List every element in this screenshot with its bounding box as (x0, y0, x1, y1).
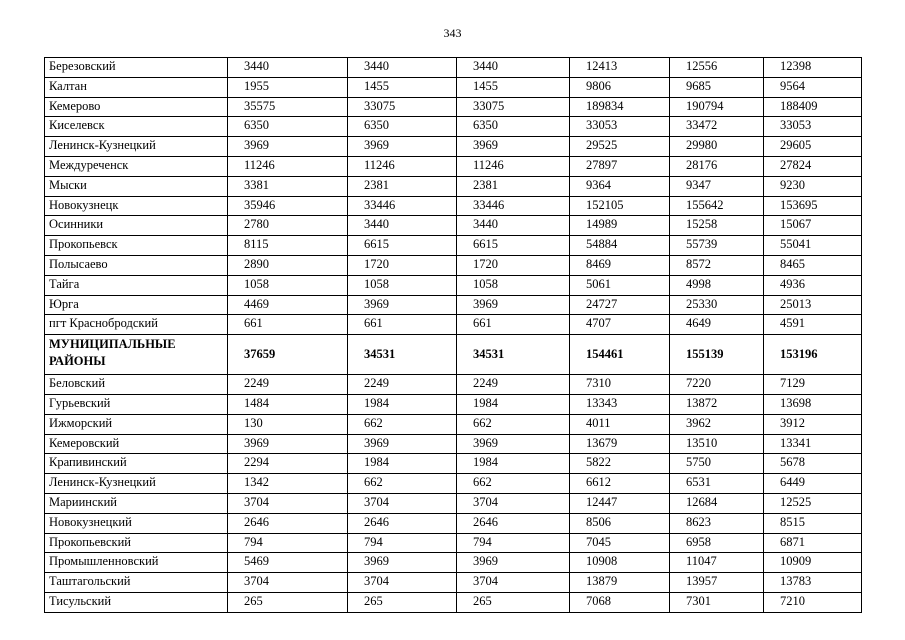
row-name-cell: Новокузнецкий (45, 513, 228, 533)
table-row (45, 117, 862, 137)
value-cell: 1455 (348, 77, 457, 97)
value-cell: 12525 (764, 493, 862, 513)
value-cell: 3704 (348, 573, 457, 593)
value-cell: 6958 (670, 533, 764, 553)
value-cell: 9347 (670, 176, 764, 196)
data-table (44, 57, 862, 613)
value-cell: 3969 (457, 137, 570, 157)
row-name-cell: Беловский (45, 375, 228, 395)
value-cell: 5750 (670, 454, 764, 474)
value-cell: 794 (348, 533, 457, 553)
value-cell: 9685 (670, 77, 764, 97)
value-cell: 8465 (764, 255, 862, 275)
value-cell: 11246 (348, 156, 457, 176)
table-row (45, 513, 862, 533)
value-cell: 4649 (670, 315, 764, 335)
value-cell: 9806 (570, 77, 670, 97)
value-cell: 2646 (457, 513, 570, 533)
value-cell: 3440 (348, 58, 457, 78)
value-cell: 25330 (670, 295, 764, 315)
value-cell: 1720 (457, 255, 570, 275)
value-cell: 15258 (670, 216, 764, 236)
value-cell: 27897 (570, 156, 670, 176)
value-cell: 7220 (670, 375, 764, 395)
table-row (45, 394, 862, 414)
value-cell: 153695 (764, 196, 862, 216)
value-cell: 3969 (348, 137, 457, 157)
value-cell: 13510 (670, 434, 764, 454)
value-cell: 3969 (457, 295, 570, 315)
row-name-cell: Кемеровский (45, 434, 228, 454)
value-cell: 6350 (348, 117, 457, 137)
value-cell: 1455 (457, 77, 570, 97)
value-cell: 11246 (228, 156, 348, 176)
row-name-cell: Осинники (45, 216, 228, 236)
row-name-cell: Прокопьевский (45, 533, 228, 553)
value-cell: 1984 (348, 454, 457, 474)
value-cell: 794 (228, 533, 348, 553)
value-cell: 3969 (228, 434, 348, 454)
value-cell: 265 (228, 592, 348, 612)
value-cell: 12447 (570, 493, 670, 513)
value-cell: 4936 (764, 275, 862, 295)
value-cell: 265 (348, 592, 457, 612)
value-cell: 2381 (457, 176, 570, 196)
value-cell: 3969 (348, 553, 457, 573)
value-cell: 3704 (228, 573, 348, 593)
row-name-cell: Крапивинский (45, 454, 228, 474)
value-cell: 7310 (570, 375, 670, 395)
row-name-cell: Тисульский (45, 592, 228, 612)
row-name-cell: Гурьевский (45, 394, 228, 414)
value-cell: 3704 (348, 493, 457, 513)
value-cell: 14989 (570, 216, 670, 236)
table-row (45, 216, 862, 236)
value-cell: 3440 (457, 58, 570, 78)
value-cell: 5469 (228, 553, 348, 573)
value-cell: 188409 (764, 97, 862, 117)
value-cell: 34531 (457, 335, 570, 375)
value-cell: 28176 (670, 156, 764, 176)
table-row (45, 58, 862, 78)
table-row (45, 414, 862, 434)
value-cell: 4707 (570, 315, 670, 335)
value-cell: 29980 (670, 137, 764, 157)
value-cell: 662 (457, 474, 570, 494)
value-cell: 155642 (670, 196, 764, 216)
value-cell: 1984 (457, 454, 570, 474)
value-cell: 2249 (348, 375, 457, 395)
value-cell: 8469 (570, 255, 670, 275)
value-cell: 3969 (457, 434, 570, 454)
value-cell: 13341 (764, 434, 862, 454)
row-name-cell: МУНИЦИПАЛЬНЫЕ РАЙОНЫ (45, 335, 228, 375)
value-cell: 33075 (457, 97, 570, 117)
value-cell: 13343 (570, 394, 670, 414)
value-cell: 13679 (570, 434, 670, 454)
table-row-group-header (45, 335, 862, 375)
value-cell: 55739 (670, 236, 764, 256)
value-cell: 1984 (348, 394, 457, 414)
value-cell: 2294 (228, 454, 348, 474)
row-name-cell: Кемерово (45, 97, 228, 117)
value-cell: 35946 (228, 196, 348, 216)
value-cell: 4998 (670, 275, 764, 295)
value-cell: 1484 (228, 394, 348, 414)
value-cell: 13783 (764, 573, 862, 593)
row-name-cell: Таштагольский (45, 573, 228, 593)
value-cell: 13957 (670, 573, 764, 593)
value-cell: 35575 (228, 97, 348, 117)
value-cell: 265 (457, 592, 570, 612)
value-cell: 5678 (764, 454, 862, 474)
row-name-cell: Междуреченск (45, 156, 228, 176)
value-cell: 6449 (764, 474, 862, 494)
value-cell: 33053 (764, 117, 862, 137)
value-cell: 4469 (228, 295, 348, 315)
table-row (45, 454, 862, 474)
value-cell: 33446 (457, 196, 570, 216)
row-name-cell: Прокопьевск (45, 236, 228, 256)
value-cell: 7129 (764, 375, 862, 395)
value-cell: 794 (457, 533, 570, 553)
value-cell: 6350 (457, 117, 570, 137)
value-cell: 15067 (764, 216, 862, 236)
table-row (45, 474, 862, 494)
value-cell: 3440 (228, 58, 348, 78)
page-number: 343 (443, 26, 462, 40)
value-cell: 6615 (348, 236, 457, 256)
value-cell: 33472 (670, 117, 764, 137)
value-cell: 6350 (228, 117, 348, 137)
value-cell: 13698 (764, 394, 862, 414)
row-name-cell: Новокузнецк (45, 196, 228, 216)
table-row (45, 573, 862, 593)
value-cell: 12556 (670, 58, 764, 78)
table-row (45, 295, 862, 315)
value-cell: 33053 (570, 117, 670, 137)
value-cell: 3440 (348, 216, 457, 236)
value-cell: 13872 (670, 394, 764, 414)
value-cell: 2780 (228, 216, 348, 236)
value-cell: 661 (457, 315, 570, 335)
value-cell: 11246 (457, 156, 570, 176)
value-cell: 152105 (570, 196, 670, 216)
value-cell: 3969 (348, 434, 457, 454)
value-cell: 55041 (764, 236, 862, 256)
table-row (45, 315, 862, 335)
table-body (45, 58, 862, 613)
table-row (45, 255, 862, 275)
row-name-cell: пгт Краснобродский (45, 315, 228, 335)
value-cell: 153196 (764, 335, 862, 375)
value-cell: 12398 (764, 58, 862, 78)
row-name-cell: Мариинский (45, 493, 228, 513)
value-cell: 6871 (764, 533, 862, 553)
value-cell: 13879 (570, 573, 670, 593)
table-row (45, 77, 862, 97)
value-cell: 10908 (570, 553, 670, 573)
row-name-cell: Ленинск-Кузнецкий (45, 474, 228, 494)
value-cell: 1955 (228, 77, 348, 97)
table-row (45, 176, 862, 196)
value-cell: 3704 (228, 493, 348, 513)
value-cell: 3704 (457, 573, 570, 593)
table-row (45, 275, 862, 295)
value-cell: 9564 (764, 77, 862, 97)
table-row (45, 375, 862, 395)
value-cell: 662 (348, 414, 457, 434)
row-name-cell: Промышленновский (45, 553, 228, 573)
value-cell: 8115 (228, 236, 348, 256)
value-cell: 3912 (764, 414, 862, 434)
value-cell: 2249 (228, 375, 348, 395)
value-cell: 155139 (670, 335, 764, 375)
value-cell: 661 (228, 315, 348, 335)
row-name-cell: Ижморский (45, 414, 228, 434)
value-cell: 3381 (228, 176, 348, 196)
value-cell: 7210 (764, 592, 862, 612)
value-cell: 4011 (570, 414, 670, 434)
value-cell: 2381 (348, 176, 457, 196)
value-cell: 33446 (348, 196, 457, 216)
value-cell: 5061 (570, 275, 670, 295)
value-cell: 7301 (670, 592, 764, 612)
value-cell: 1342 (228, 474, 348, 494)
row-name-cell: Березовский (45, 58, 228, 78)
value-cell: 8506 (570, 513, 670, 533)
value-cell: 3969 (348, 295, 457, 315)
value-cell: 1058 (348, 275, 457, 295)
value-cell: 29525 (570, 137, 670, 157)
row-name-cell: Калтан (45, 77, 228, 97)
table-row (45, 97, 862, 117)
value-cell: 190794 (670, 97, 764, 117)
value-cell: 34531 (348, 335, 457, 375)
value-cell: 4591 (764, 315, 862, 335)
value-cell: 54884 (570, 236, 670, 256)
value-cell: 12413 (570, 58, 670, 78)
value-cell: 1984 (457, 394, 570, 414)
value-cell: 189834 (570, 97, 670, 117)
value-cell: 8623 (670, 513, 764, 533)
row-name-cell: Мыски (45, 176, 228, 196)
row-name-cell: Полысаево (45, 255, 228, 275)
value-cell: 25013 (764, 295, 862, 315)
value-cell: 662 (457, 414, 570, 434)
value-cell: 2646 (348, 513, 457, 533)
row-name-cell: Ленинск-Кузнецкий (45, 137, 228, 157)
value-cell: 29605 (764, 137, 862, 157)
value-cell: 6615 (457, 236, 570, 256)
value-cell: 154461 (570, 335, 670, 375)
table-row (45, 434, 862, 454)
row-name-cell: Киселевск (45, 117, 228, 137)
table-row (45, 533, 862, 553)
value-cell: 24727 (570, 295, 670, 315)
row-name-cell: Юрга (45, 295, 228, 315)
value-cell: 10909 (764, 553, 862, 573)
value-cell: 37659 (228, 335, 348, 375)
value-cell: 6531 (670, 474, 764, 494)
value-cell: 1058 (457, 275, 570, 295)
value-cell: 3704 (457, 493, 570, 513)
value-cell: 2890 (228, 255, 348, 275)
value-cell: 27824 (764, 156, 862, 176)
value-cell: 9230 (764, 176, 862, 196)
value-cell: 2646 (228, 513, 348, 533)
value-cell: 662 (348, 474, 457, 494)
value-cell: 7045 (570, 533, 670, 553)
table-row (45, 493, 862, 513)
table-row (45, 196, 862, 216)
value-cell: 3969 (457, 553, 570, 573)
value-cell: 1720 (348, 255, 457, 275)
value-cell: 1058 (228, 275, 348, 295)
value-cell: 8515 (764, 513, 862, 533)
value-cell: 3962 (670, 414, 764, 434)
row-name-cell: Тайга (45, 275, 228, 295)
value-cell: 661 (348, 315, 457, 335)
value-cell: 3440 (457, 216, 570, 236)
table-row (45, 236, 862, 256)
value-cell: 130 (228, 414, 348, 434)
value-cell: 3969 (228, 137, 348, 157)
table-row (45, 137, 862, 157)
value-cell: 9364 (570, 176, 670, 196)
value-cell: 11047 (670, 553, 764, 573)
value-cell: 33075 (348, 97, 457, 117)
table-row (45, 553, 862, 573)
value-cell: 7068 (570, 592, 670, 612)
value-cell: 8572 (670, 255, 764, 275)
value-cell: 2249 (457, 375, 570, 395)
value-cell: 5822 (570, 454, 670, 474)
value-cell: 12684 (670, 493, 764, 513)
value-cell: 6612 (570, 474, 670, 494)
table-row (45, 592, 862, 612)
table-row (45, 156, 862, 176)
